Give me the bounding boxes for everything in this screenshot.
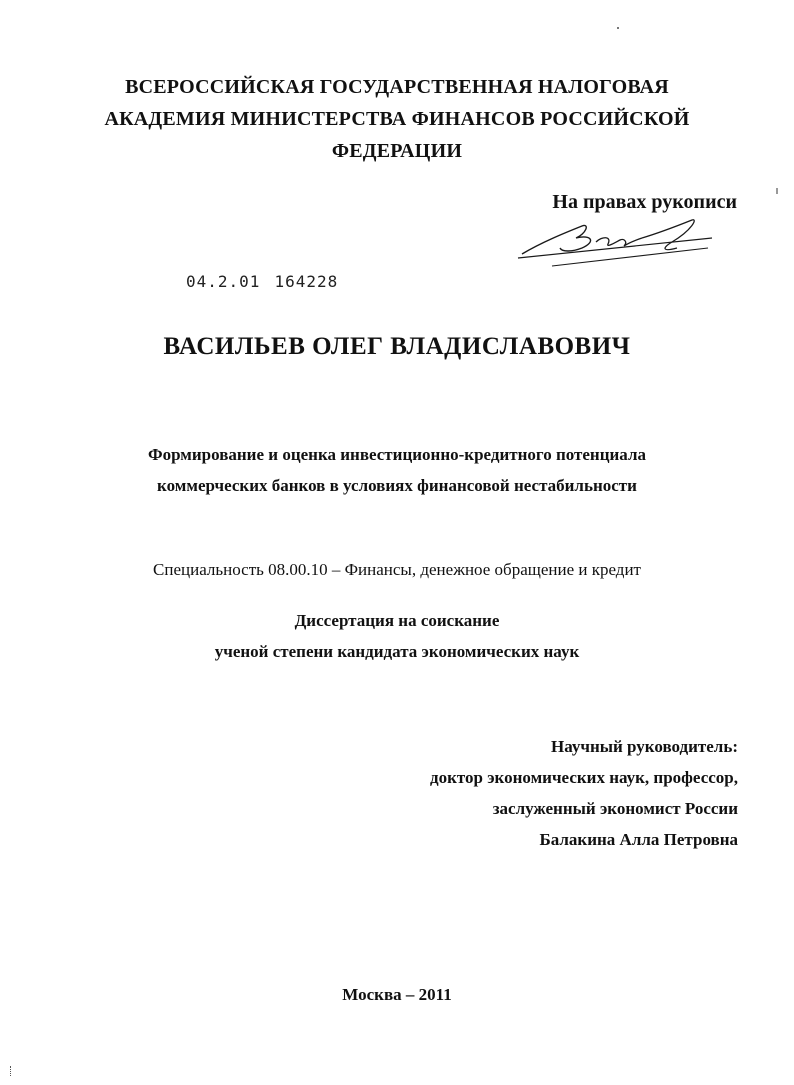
scan-corner-mark	[10, 1066, 13, 1076]
advisor-degree: доктор экономических наук, профессор,	[429, 768, 738, 787]
stamp-part-1: 04.2.01	[186, 272, 261, 291]
institution-line-3: ФЕДЕРАЦИИ	[331, 140, 463, 162]
institution-line-1: ВСЕРОССИЙСКАЯ ГОСУДАРСТВЕННАЯ НАЛОГОВАЯ	[125, 76, 669, 98]
city-year: Москва – 2011	[342, 985, 452, 1004]
signature-icon	[512, 212, 722, 272]
registration-stamp	[186, 272, 338, 291]
dissertation-line-1: Диссертация на соискание	[294, 611, 500, 630]
dissertation-line-2: ученой степени кандидата экономических наук	[214, 642, 580, 661]
scan-dot	[617, 27, 619, 29]
institution-line-2: АКАДЕМИЯ МИНИСТЕРСТВА ФИНАНСОВ РОССИЙСКОЙ	[104, 108, 690, 130]
scan-tick	[776, 188, 778, 194]
advisor-name: Балакина Алла Петровна	[539, 830, 738, 849]
topic-line-2: коммерческих банков в условиях финансовой нестабильности	[157, 476, 637, 495]
stamp-part-2: 164228	[274, 272, 339, 291]
advisor-heading: Научный руководитель:	[551, 737, 738, 756]
manuscript-note: На правах рукописи	[552, 191, 737, 213]
advisor-title: заслуженный экономист России	[492, 799, 738, 818]
topic-line-1: Формирование и оценка инвестиционно-кредитного потенциала	[148, 445, 646, 464]
specialty: Специальность 08.00.10 – Финансы, денежное обращение и кредит	[153, 560, 641, 579]
author-name: ВАСИЛЬЕВ ОЛЕГ ВЛАДИСЛАВОВИЧ	[163, 333, 631, 360]
